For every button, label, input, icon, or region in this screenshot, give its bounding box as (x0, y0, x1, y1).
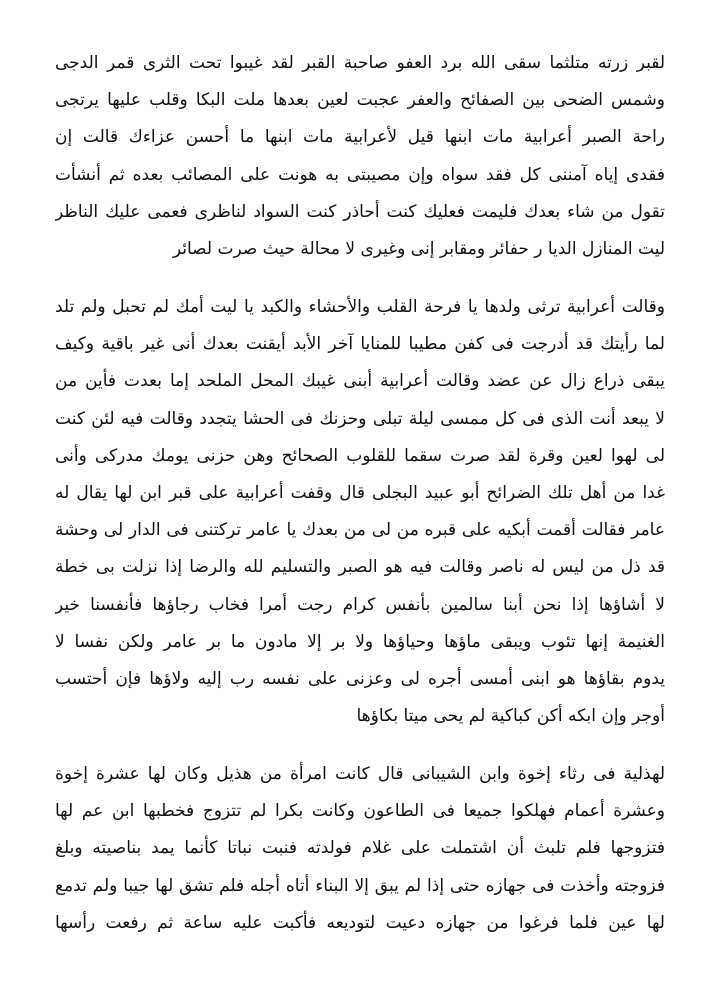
text-line: راحة الصبر أعرابية مات ابنها قيل لأعرابية مات ابنها ما أحسن عزاءك قالت إن (55, 127, 665, 148)
text-line: فقدى إياه آمننى كل فقد سواه وإن مصيبتى به هونت على المصائب بعده ثم أنشأت (55, 164, 665, 185)
text-line: لا أشاؤها إذا نحن أبنا سالمين بأنفس كرام رجت أمرا فخاب رجاؤها فأنفسنا خير (55, 594, 665, 615)
text-line: لما رأيتك قد أدرجت فى كفن مطيبا للمنايا آخر الأبد أيقنت بعدك أنى غير باقية وكيف (55, 334, 665, 355)
text-line: وقالت أعرابية ترثى ولدها يا فرحة القلب والأحشاء والكبد يا ليت أمك لم تحبل ولم تلد (55, 297, 665, 317)
paragraph-3 (55, 756, 665, 942)
text-line: لى لهوا لعين وقرة لقد صرت سقما للقلوب الصحائح وهن حزنى يومك مدركى وأنى (55, 445, 665, 466)
text-line: قد ذل من ليس له ناصر وقالت فيه هو الصبر والتسليم لله والرضا إذا نزلت بى خطة (55, 557, 665, 578)
text-line: تقول من شاء بعدك فليمت فعليك كنت أحاذر كنت السواد لناظرى فعمى عليك الناظر (55, 201, 665, 222)
text-line: فتزوجها فلم تلبث أن اشتملت على غلام فولدته فنبت نباتا كأنما يمد بناصيته وبلغ (55, 838, 665, 859)
text-line: فزوجته وأخذت فى جهازه حتى إذا لم يبق إلا البناء أتاه أجله فلم تشق لها جيبا ولم تدمع (55, 875, 665, 896)
text-line: غدا من أهل تلك الضرائح أبو عبيد البجلى قال وقفت أعرابية على قبر ابن لها يقال له (55, 482, 665, 503)
text-line: لها عين فلما فرغوا من جهازه دعيت لتوديعه فأكبت عليه ساعة ثم رفعت رأسها (55, 912, 665, 933)
paragraph-2 (55, 289, 665, 735)
text-line: ليت المنازل الديا ر حفائر ومقابر إنى وغيرى لا محالة حيث صرت لصائر (172, 238, 665, 259)
text-line: أوجر وإن ابكه أكن كباكية لم يحى ميتا بكاؤها (356, 706, 665, 727)
text-line: يبقى ذراع زال عن عضد وقالت أعرابية أبنى غيبك المحل الملحد إما بعدت فأين من (55, 371, 665, 392)
text-line: وعشرة أعمام فهلكوا جميعا فى الطاعون وكانت بكرا لم تتزوج فخطبها ابن عم لها (55, 801, 665, 822)
text-line: الغنيمة إنها تئوب ويبقى ماؤها وحياؤها ولا بر إلا مادون ما بر عامر ولكن نفسا لا (55, 631, 665, 652)
text-line: لقبر زرته متلثما سقى الله برد العفو صاحبة القبر لقد غيبوا تحت الثرى قمر الدجى (55, 53, 665, 73)
text-line: لهذلية فى رثاء إخوة وابن الشيبانى قال كانت امرأة من هذيل وكان لها عشرة إخوة (55, 764, 665, 784)
paragraph-1 (55, 45, 665, 268)
text-line: عامر فقالت أقمت أبكيه على قبره من لى من بعدك يا عامر تركتنى فى الدار لى وحشة (55, 520, 665, 541)
text-line: وشمس الضحى بين الصفائح والعفر عجبت لعين بعدها ملت البكا وقلب عليها يرتجى (55, 90, 665, 111)
text-line: لا يبعد أنت الذى فى كل ممسى ليلة تبلى وحزنك فى الحشا يتجدد وقالت فيه لئن كنت (55, 408, 665, 429)
text-line: يدوم بقاؤها هو ابنى أمسى أجره لى وعزنى على نفسه رب إليه ولاؤها فإن أحتسب (55, 668, 665, 689)
